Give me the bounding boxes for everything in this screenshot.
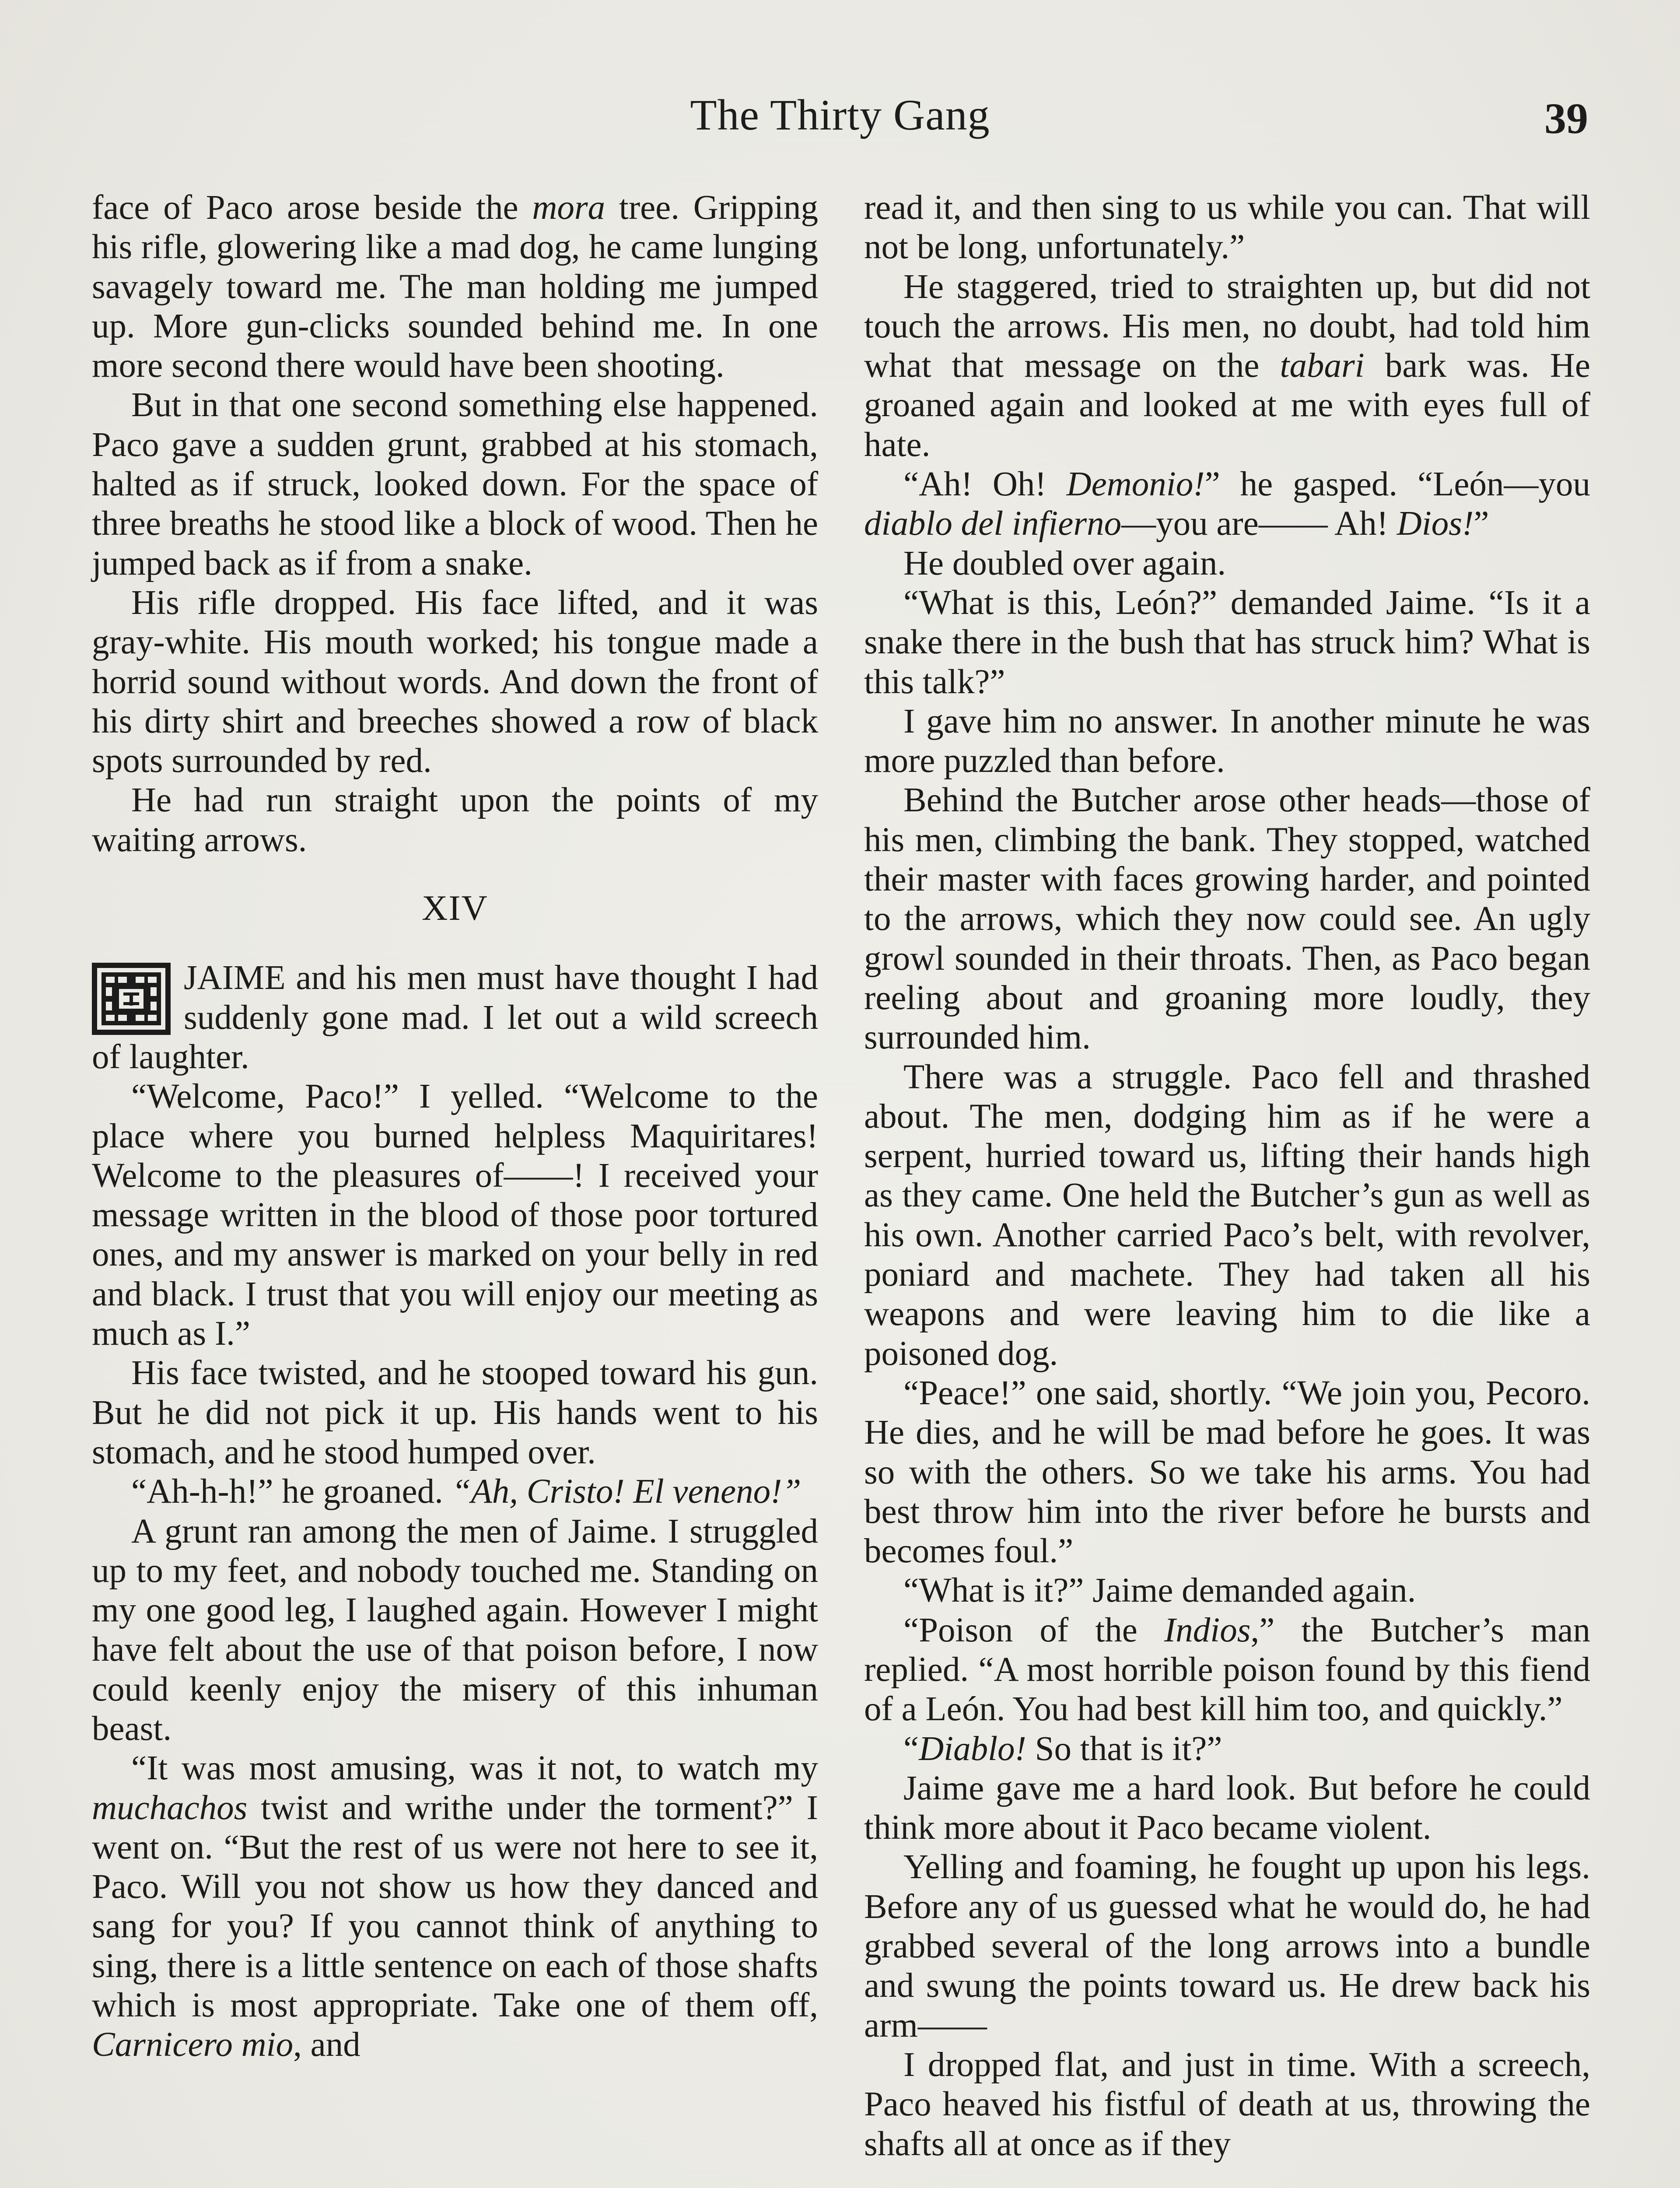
paragraph: His rifle dropped. His face lifted, and it was gray-white. His mouth worked; his tongue made a horrid sound without words. And down the front of his dirty shirt and breeches showed a row of black spots surrounded by red. — [92, 583, 818, 780]
paragraph: “Diablo! So that is it?” — [903, 1729, 1222, 1768]
paragraph: A grunt ran among the men of Jaime. I struggled up to my feet, and nobody touched me. Standing on my one good leg, I laughed again. However I might have felt about the use of that poison before, I now could keenly enjoy the misery of this inhuman beast. — [92, 1512, 818, 1748]
paragraph: “Peace!” one said, shortly. “We join you, Pecoro. He dies, and he will be mad before he goes. It was so with the others. So we take his arms. You had best throw him into the river before he bursts and becomes foul.” — [864, 1374, 1590, 1571]
page-number: 39 — [1544, 94, 1588, 143]
paragraph: He had run straight upon the points of my waiting arrows. — [92, 781, 818, 859]
paragraph: He staggered, tried to straighten up, but did not touch the arrows. His men, no doubt, had told him what that message on the tabari bark was. He groaned again and looked at me with eyes full of hate. — [864, 267, 1590, 464]
paragraph: “It was most amusing, was it not, to watch my muchachos twist and writhe under the torment?” I went on. “But the rest of us were not here to see it, Paco. Will you not show us how they danced and sang for you? If you cannot think of anything to sing, there is a little sentence on each of those shafts which is most appropriate. Take one of them off, Carnicero mio, and — [92, 1749, 818, 2064]
dropcap-paragraph — [92, 958, 818, 1077]
running-title: The Thirty Gang — [690, 91, 990, 139]
paragraph: Jaime gave me a hard look. But before he could think more about it Paco became violent. — [864, 1769, 1590, 1847]
paragraph: face of Paco arose beside the mora tree. Gripping his rifle, glowering like a mad dog, he came lunging savagely toward me. The man holding me jumped up. More gun-clicks sounded behind me. In one more second there would have been shooting. — [92, 189, 818, 385]
paragraph: His face twisted, and he stooped toward his gun. But he did not pick it up. His hands went to his stomach, and he stood humped over. — [92, 1354, 818, 1471]
paragraph: “What is it?” Jaime demanded again. — [903, 1571, 1416, 1610]
left-column — [92, 188, 818, 2065]
paragraph: I gave him no answer. In another minute he was more puzzled than before. — [864, 702, 1590, 780]
paragraph: I dropped flat, and just in time. With a screech, Paco heaved his fistful of death at us, throwing the shafts all at once as if they — [864, 2045, 1590, 2163]
ornamental-dropcap-icon — [92, 963, 171, 1035]
paragraph: “Welcome, Paco!” I yelled. “Welcome to the place where you burned helpless Maquiritares! Welcome to the pleasures of——! I received your message written in the blood of those poor tortured ones, and my answer is marked on your belly in red and black. I trust that you will enjoy our meeting as much as I.” — [92, 1077, 818, 1353]
paragraph: There was a struggle. Paco fell and thrashed about. The men, dodging him as if he were a serpent, hurried toward us, lifting their hands high as they came. One held the Butcher’s gun as well as his own. Another carried Paco’s belt, with revolver, poniard and machete. They had taken all his weapons and were leaving him to die like a poisoned dog. — [864, 1058, 1590, 1373]
paragraph: “What is this, León?” demanded Jaime. “Is it a snake there in the bush that has struck him? What is this talk?” — [864, 583, 1590, 701]
paragraph: JAIME and his men must have thought I had suddenly gone mad. I let out a wild screech of laughter. — [92, 959, 818, 1076]
right-column — [864, 188, 1590, 2164]
chapter-heading: XIV — [422, 888, 488, 928]
paragraph: Behind the Butcher arose other heads—those of his men, climbing the bank. They stopped, watched their master with faces growing harder, and pointed to the arrows, which they now could see. An ugly growl sounded in their throats. Then, as Paco began reeling about and groaning more loudly, they surrounded him. — [864, 781, 1590, 1057]
paragraph: “Poison of the Indios,” the Butcher’s man replied. “A most horrible poison found by this fiend of a León. You had best kill him too, and quickly.” — [864, 1611, 1590, 1729]
paragraph: read it, and then sing to us while you can. That will not be long, unfortunately.” — [864, 189, 1590, 266]
paragraph: But in that one second something else happened. Paco gave a sudden grunt, grabbed at his stomach, halted as if struck, looked down. For the space of three breaths he stood like a block of wood. Then he jumped back as if from a snake. — [92, 386, 818, 582]
paragraph: Yelling and foaming, he fought up upon his legs. Before any of us guessed what he would do, he had grabbed several of the long arrows into a bundle and swung the points toward us. He drew back his arm—— — [864, 1848, 1590, 2044]
paragraph: He doubled over again. — [903, 544, 1226, 582]
page-header — [92, 90, 1588, 151]
paragraph: “Ah-h-h!” he groaned. “Ah, Cristo! El veneno!” — [131, 1473, 802, 1511]
paragraph: “Ah! Oh! Demonio!” he gasped. “León—you diablo del infierno—you are—— Ah! Dios!” — [864, 465, 1590, 543]
